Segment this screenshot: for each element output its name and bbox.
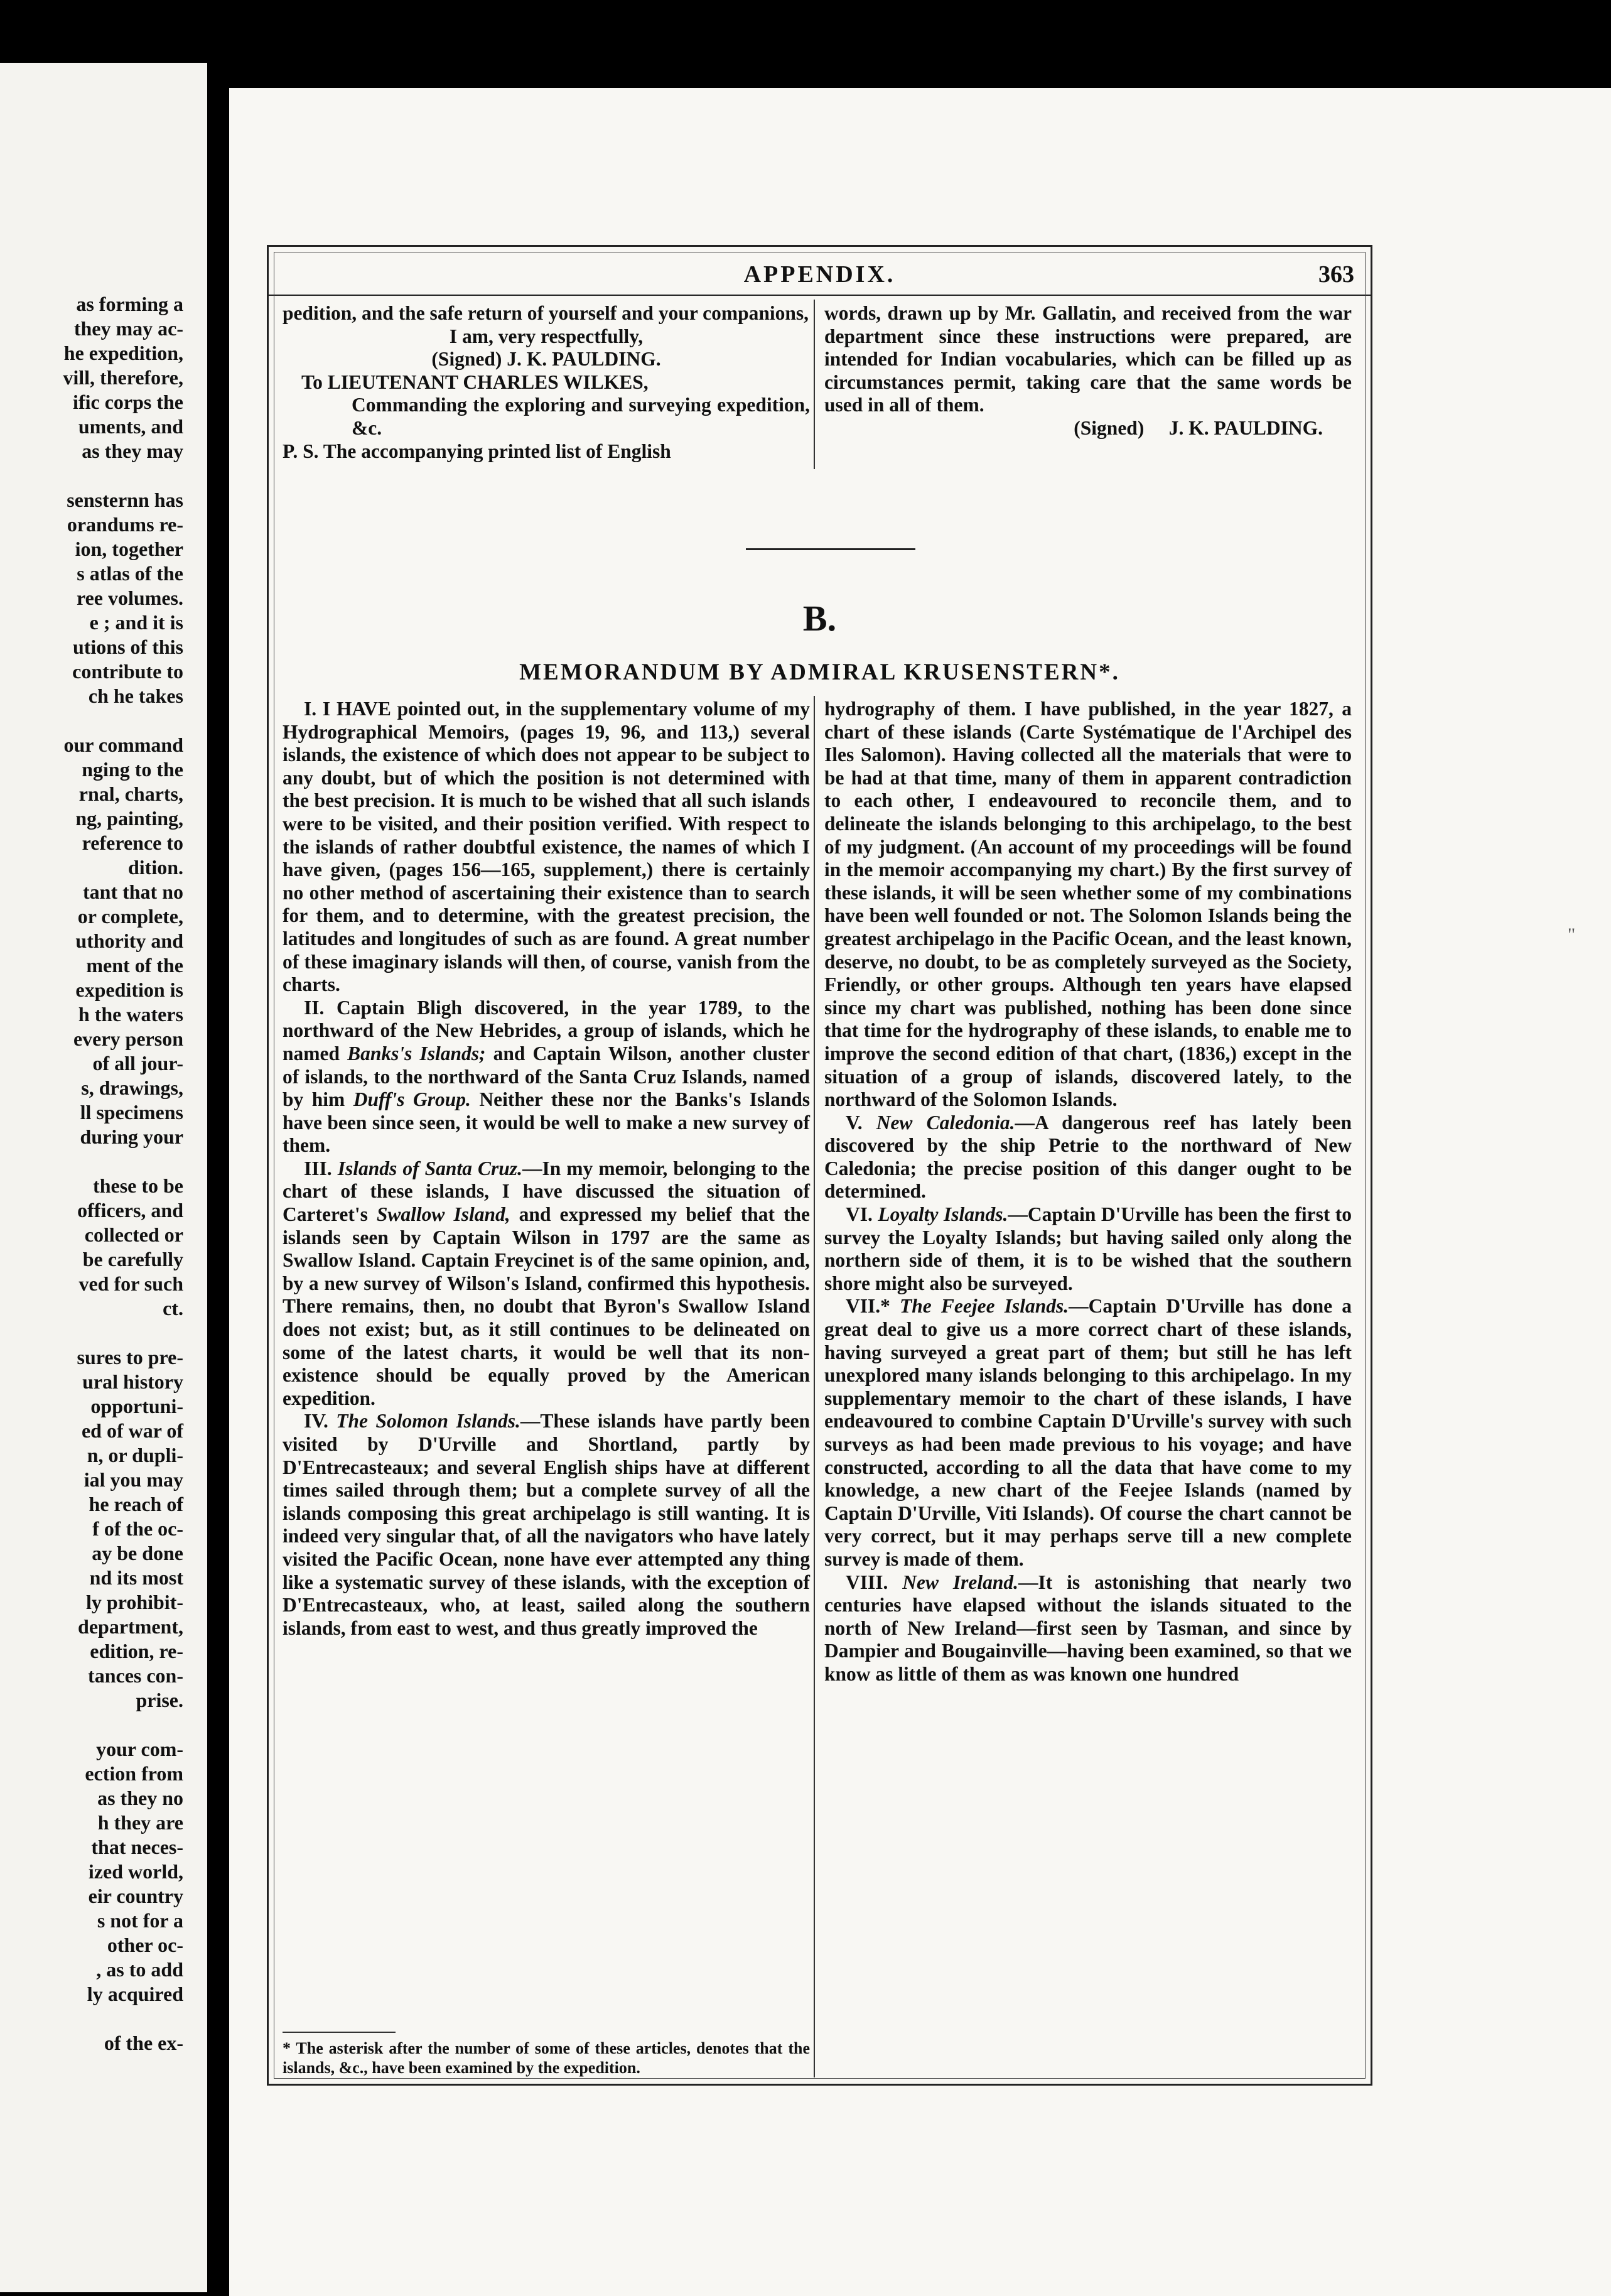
- left-page-line: ed of war of: [81, 1419, 183, 1442]
- left-page-line: h the waters: [78, 1003, 183, 1026]
- left-page-line: ific corps the: [73, 391, 183, 413]
- left-page-line: sures to pre-: [77, 1346, 183, 1368]
- left-page-line: [0, 1321, 183, 1345]
- footnote: * The asterisk after the number of some of these articles, denotes that the islands, &c., have been examined by the expedition.: [283, 2039, 810, 2077]
- left-page-line: ng, painting,: [75, 807, 183, 830]
- left-page-line: utions of this: [72, 636, 183, 658]
- left-page-line: dition.: [127, 856, 183, 879]
- left-page-line: our command: [63, 734, 183, 756]
- article-v: V. New Caledonia.—A dangerous reef has lately been discovered by the ship Petrie to the northward of New Caledonia; the precise position of this danger ought to be determined.: [824, 1111, 1352, 1203]
- left-page-line: collected or: [84, 1223, 183, 1246]
- left-page-line: ection from: [85, 1762, 183, 1785]
- left-page-line: department,: [78, 1615, 183, 1638]
- left-page-line: [0, 708, 183, 733]
- left-page-line: [0, 1149, 183, 1174]
- left-page-line: of all jour-: [92, 1052, 183, 1075]
- left-page-line: as they may: [82, 440, 183, 462]
- left-page-line: ll specimens: [80, 1101, 183, 1124]
- left-page-line: every person: [73, 1027, 183, 1050]
- page-header: [269, 247, 1371, 296]
- left-page-line: [0, 1713, 183, 1737]
- article-viii: VIII. New Ireland.—It is astonishing that nearly two centuries have elapsed without the islands situated to the north of New Ireland—first seen by Tasman, and since by Dampier and Bougainville—having been examined, so that we know as little of them as was known one hundred: [824, 1571, 1352, 1685]
- left-page-line: n, or dupli-: [87, 1444, 183, 1466]
- left-page-line: opportuni-: [90, 1395, 183, 1417]
- left-page-line: ment of the: [86, 954, 183, 977]
- column-rule: [814, 300, 815, 469]
- left-page-line: ion, together: [75, 538, 183, 560]
- article-ii: II. Captain Bligh discovered, in the year 1789, to the northward of the New Hebrides, a group of islands, which he named Banks's Islands; and Captain Wilson, another cluster of islands, to the northward of the Santa Cruz Islands, named by him Duff's Group. Neither these nor the Banks's Islands have been since seen, it would be well to make a new survey of them.: [283, 996, 811, 1157]
- left-page-line: uthority and: [75, 929, 183, 952]
- section-title: MEMORANDUM BY ADMIRAL KRUSENSTERN*.: [519, 659, 1120, 685]
- left-page-line: during your: [80, 1125, 183, 1148]
- postscript: P. S. The accompanying printed list of English: [283, 440, 671, 462]
- left-page-line: ved for such: [78, 1272, 183, 1295]
- closing-salutation: I am, very respectfully,: [449, 325, 644, 347]
- addressee-line: [283, 371, 810, 394]
- left-page-line: tances con-: [88, 1664, 183, 1687]
- left-page-text: [0, 292, 183, 2055]
- left-page-line: f of the oc-: [92, 1517, 183, 1540]
- left-page-line: ial you may: [84, 1468, 183, 1491]
- postscript-continuation-column: [824, 302, 1352, 440]
- letter-closing-column: [283, 302, 810, 463]
- addressee-title: Commanding the exploring and surveying expedition, &c.: [352, 394, 810, 439]
- left-page-line: he reach of: [89, 1493, 183, 1515]
- left-page-line: ized world,: [88, 1860, 183, 1883]
- left-page-line: ly acquired: [87, 1983, 183, 2005]
- left-page-line: s, drawings,: [81, 1076, 183, 1099]
- left-page-line: e ; and it is: [89, 611, 183, 634]
- left-page-line: that neces-: [91, 1836, 183, 1858]
- article-iv: IV. The Solomon Islands.—These islands have partly been visited by D'Urville and Shortland, partly by D'Entrecasteaux; and several English ships have at different times sailed through them; but a complete survey of all the islands composing this great archipelago is still wanting. It is indeed very singular that, of all the navigators who have lately visited the Pacific Ocean, none have ever attempted any thing like a systematic survey of these islands, with the exception of D'Entrecasteaux, who, at least, sailed along the southern islands, from east to west, and thus greatly improved the: [283, 1410, 810, 1639]
- left-page-line: [0, 2006, 183, 2031]
- left-page-line: sensternn has: [67, 489, 183, 511]
- left-page-line: uments, and: [78, 415, 183, 438]
- memorandum-right-column: [824, 698, 1352, 1686]
- left-page-line: ural history: [82, 1370, 183, 1393]
- left-page-line: eir country: [88, 1885, 183, 1907]
- left-page-line: edition, re-: [90, 1640, 183, 1662]
- closing-paragraph: pedition, and the safe return of yourself and your companions,: [283, 302, 809, 324]
- signed-label: (Signed): [431, 348, 502, 371]
- left-page-line: or complete,: [77, 905, 183, 928]
- left-page-line: officers, and: [77, 1199, 183, 1221]
- left-page-line: ay be done: [92, 1542, 183, 1564]
- footnote-rule: [283, 2032, 396, 2033]
- signature-name: J. K. PAULDING.: [507, 348, 661, 371]
- left-page-line: he expedition,: [63, 342, 183, 364]
- column-rule-body: [814, 696, 815, 2077]
- left-page-line: vill, therefore,: [63, 366, 183, 389]
- article-i: I. I HAVE pointed out, in the supplementary volume of my Hydrographical Memoirs, (pages 19, 96, and 113,) several islands, the existence of which does not appear to be subject to any doubt, but of which the position is not determined with the best precision. It is much to be wished that all such islands were to be visited, and their position verified. With respect to the islands of rather doubtful existence, the names of which I have given, (pages 156—165, supplement,) there is certainly no other method of ascertaining their existence than to search for them, and to determine, with the greatest precision, the latitudes and longitudes of such as are found. A great number of these imaginary islands will then, of course, vanish from the charts.: [283, 698, 810, 996]
- left-page-line: expedition is: [75, 978, 183, 1001]
- left-page-line: your com-: [96, 1738, 183, 1760]
- left-page-line: ly prohibit-: [86, 1591, 183, 1613]
- section-separator: [746, 548, 915, 550]
- left-page-line: nd its most: [89, 1566, 183, 1589]
- page-number: 363: [1318, 261, 1354, 288]
- left-page-line: s not for a: [97, 1909, 183, 1932]
- right-page: [229, 88, 1611, 2296]
- page-frame: [267, 245, 1372, 2086]
- left-page-line: they may ac-: [73, 317, 183, 340]
- article-iii: III. Islands of Santa Cruz.—In my memoir, belonging to the chart of these islands, I have discussed the situation of Carteret's Swallow Island, and expressed my belief that the islands seen by Captain Wilson in 1797 are the same as Swallow Island. Captain Freycinet is of the same opinion, and, by a new survey of Wilson's Island, confirmed this hypothesis. There remains, then, no doubt that Byron's Swallow Island does not exist; but, as it still continues to be delineated on some of the latest charts, it would be well that its non-existence should be equally proved by the American expedition.: [283, 1157, 811, 1409]
- left-page-line: reference to: [82, 831, 183, 854]
- left-page-fragment: [0, 63, 207, 2292]
- signature-line: [283, 348, 810, 371]
- left-page-line: as they no: [97, 1787, 183, 1809]
- left-page-line: ree volumes.: [76, 587, 183, 609]
- left-page-line: rnal, charts,: [78, 782, 183, 805]
- addressee-name: LIEUTENANT CHARLES WILKES,: [327, 371, 649, 393]
- signature-line-2: [824, 417, 1352, 440]
- left-page-line: be carefully: [82, 1248, 183, 1270]
- signature-name-2: J. K. PAULDING.: [1168, 416, 1323, 439]
- left-page-line: orandums re-: [67, 513, 183, 536]
- article-iv-continuation: hydrography of them. I have published, in the year 1827, a chart of these islands (Carte Systématique de l'Archipel des Iles Salomon). Having collected all the materials that were to be had at that time, many of them in apparent contradiction to each other, I endeavoured to reconcile them, and to delineate the islands belonging to this archipelago, to the best of my judgment. (An account of my proceedings will be found in the memoir accompanying my chart.) By the first survey of these islands, it will be seen whether some of my combinations have been well founded or not. The Solomon Islands being the greatest archipelago in the Pacific Ocean, and the least known, deserve, no doubt, to be as completely surveyed as the Society, Friendly, or other groups. Although ten years have elapsed since my chart was published, nothing has been done since that time for the hydrography of these islands, to enable me to improve the second edition of that chart, (1836,) except in the situation of a group of islands, discovered lately, to the northward of the Solomon Islands.: [824, 698, 1352, 1111]
- left-page-line: contribute to: [72, 660, 183, 683]
- addressee-prefix: To: [301, 371, 323, 393]
- running-head: APPENDIX.: [743, 261, 896, 288]
- left-page-line: , as to add: [96, 1958, 183, 1981]
- left-page-line: nging to the: [82, 758, 183, 781]
- left-page-line: h they are: [97, 1811, 183, 1834]
- article-vii: VII.* The Feejee Islands.—Captain D'Urville has done a great deal to give us a more correct chart of these islands, having surveyed a great part of them; but still he has left unexplored many islands belonging to this archipelago. In my supplementary memoir to the chart of these islands, I have endeavoured to combine Captain D'Urville's survey with such surveys as had been made previous to his voyage; and have constructed, according to all the data that have come to my knowledge, a new chart of the Feejee Islands (named by Captain D'Urville, Viti Islands). Of course the chart cannot be very correct, but it may perhaps serve till a new complete survey is made of them.: [824, 1295, 1352, 1570]
- left-page-line: ch he takes: [88, 685, 183, 707]
- left-page-line: as forming a: [76, 293, 183, 315]
- margin-mark: ": [1568, 924, 1576, 945]
- left-page-line: other oc-: [107, 1934, 183, 1956]
- article-vi: VI. Loyalty Islands.—Captain D'Urville has been the first to survey the Loyalty Islands; but having sailed only along the northern side of them, it is to be wished that the southern shore might also be surveyed.: [824, 1203, 1352, 1294]
- left-page-line: these to be: [93, 1174, 183, 1197]
- section-letter: B.: [802, 598, 837, 639]
- left-page-line: s atlas of the: [77, 562, 183, 585]
- memorandum-left-column: [283, 698, 810, 1640]
- signed-label-2: (Signed): [1074, 416, 1145, 439]
- left-page-line: tant that no: [82, 880, 183, 903]
- left-page-line: of the ex-: [104, 2032, 183, 2054]
- left-page-line: ct.: [163, 1297, 183, 1319]
- postscript-continuation: words, drawn up by Mr. Gallatin, and received from the war department since these instructions were prepared, are intended for Indian vocabularies, which can be filled up as circumstances permit, taking care that the same words be used in all of them.: [824, 302, 1352, 416]
- left-page-line: prise.: [136, 1689, 183, 1711]
- left-page-line: [0, 463, 183, 488]
